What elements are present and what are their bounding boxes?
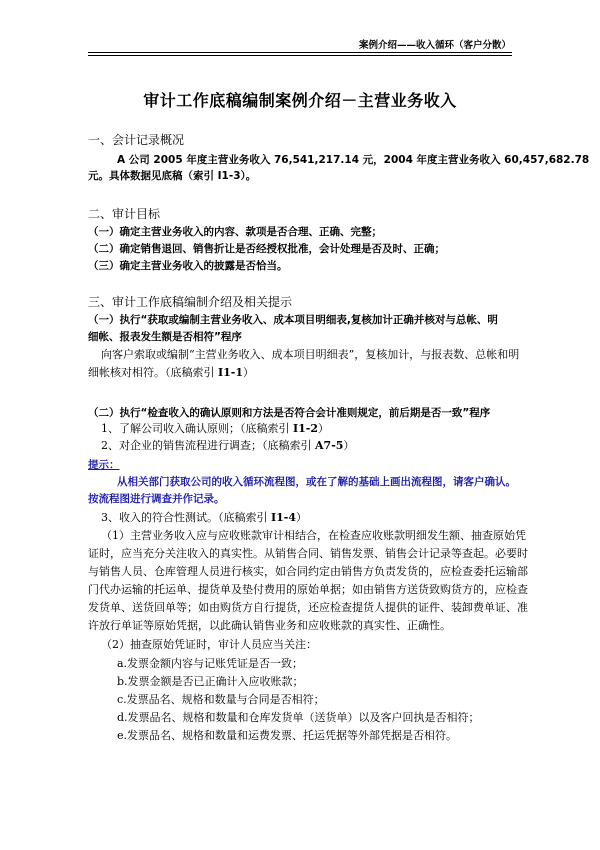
check-intro: （2）抽查原始凭证时，审计人员应当关注： [101,638,317,651]
paragraph-line: 证时，应当充分关注收入的真实性。从销售合同、销售发票、销售会计记录等查起。必要时 [88,547,528,560]
check-item: b.发票金额是否已正确计入应收账款； [117,675,304,688]
tip-line2: 按流程图进行调查并作记录。 [88,493,225,505]
objective-item: （一）确定主营业务收入的内容、款项是否合理、正确、完整； [88,226,382,238]
check-item: a.发票金额内容与记账凭证是否一致； [117,657,304,670]
check-item: d.发票品名、规格和数量和仓库发货单（送货单）以及客户回执是否相符； [117,711,480,724]
procedure1-body-line1: 向客户索取或编制“主营业务收入、成本项目明细表”，复核加计，与报表数、总帐和明 [101,348,520,361]
paragraph-line: 许放行单证等原始凭据，以此确认销售业务和应收账款的真实性、正确性。 [88,619,451,632]
section1-line1: A 公司 2005 年度主营业务收入 76,541,217.14 元，2004 年度主营业务收入 60,457,682.78 [117,154,590,166]
paragraph-line: 发货单、送货回单等；如由购货方自行提货，还应检查提货人提供的证件、装卸费单证、准 [88,601,528,614]
page-title: 审计工作底稿编制案例介绍－主营业务收入 [143,91,457,110]
tip-label: 提示： [88,459,120,471]
check-item: e.发票品名、规格和数量和运费发票、托运凭据等外部凭据是否相符。 [117,729,458,742]
procedure1-title-line1: （一）执行“获取或编制主营业务收入、成本项目明细表,复核加计正确并核对与总帐、明 [88,314,498,326]
procedure2-item1: 1、了解公司收入确认原则；（底稿索引 I1-2） [101,422,330,435]
section2-heading: 二、审计目标 [88,207,161,221]
check-item: c.发票品名、规格和数量与合同是否相符； [117,693,325,706]
objective-item: （三）确定主营业务收入的披露是否恰当。 [88,260,288,272]
running-header: 案例介绍——收入循环（客户分散） [358,40,511,51]
section3-heading: 三、审计工作底稿编制介绍及相关提示 [88,295,293,309]
workpaper-ref: A7-5 [315,439,344,452]
paragraph-line: 与销售人员、仓库管理人员进行核实，如合同约定由销售方负责发货的，应检查委托运输部 [88,565,528,578]
procedure2-item2: 2、对企业的销售流程进行调查；（底稿索引 A7-5） [101,439,355,452]
tip-line1: 从相关部门获取公司的收入循环流程图，或在了解的基础上画出流程图，请客户确认。 [117,476,516,488]
paragraph-line: （1）主营业务收入应与应收账款审计相结合，在检查应收账款明细发生额、抽查原始凭 [101,529,526,542]
procedure1-title-line2: 细帐、报表发生额是否相符”程序 [88,331,242,343]
workpaper-ref: I1-1 [218,366,244,379]
paragraph-line: 门代办运输的托运单、提货单及垫付费用的原始单据；如由销售方送货致购货方的，应检查 [88,583,528,596]
header-rule [88,52,512,56]
procedure2-item3: 3、收入的符合性测试。（底稿索引 I1-4） [101,511,308,524]
workpaper-ref: I1-2 [293,422,319,435]
section1-line2: 元。具体数据见底稿（索引 I1-3）。 [88,170,257,182]
procedure2-title: （二）执行“检查收入的确认原则和方法是否符合会计准则规定，前后期是否一致”程序 [88,407,491,419]
procedure1-body-line2: 细帐核对相符。（底稿索引 I1-1） [88,366,255,379]
section1-heading: 一、会计记录概况 [88,133,185,147]
objective-item: （二）确定销售退回、销售折让是否经授权批准，会计处理是否及时、正确； [88,243,445,255]
workpaper-ref: I1-4 [271,511,297,524]
